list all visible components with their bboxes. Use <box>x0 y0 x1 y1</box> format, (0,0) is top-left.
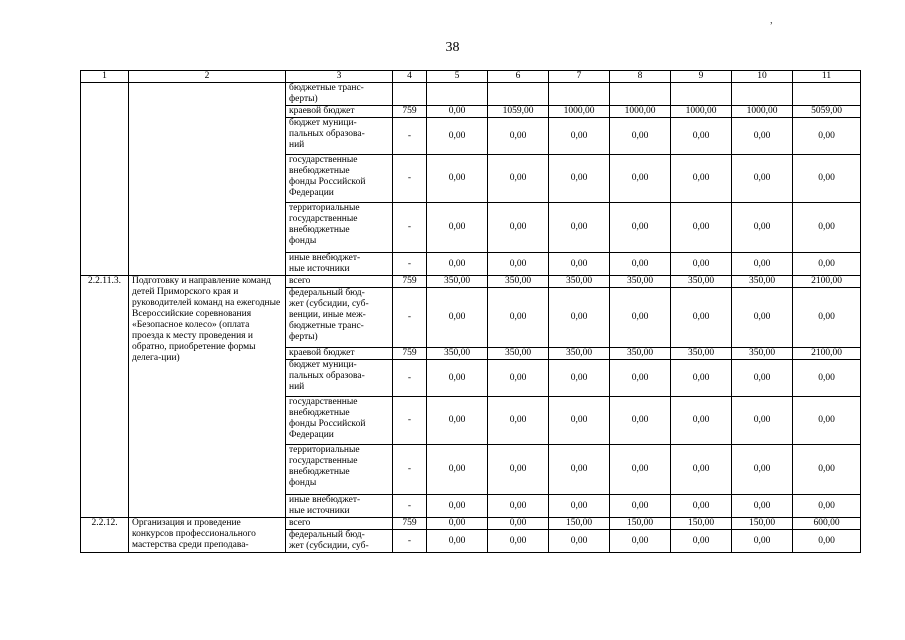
grbs-code: - <box>393 253 427 276</box>
amount-cell: 350,00 <box>610 276 671 288</box>
amount-cell: 350,00 <box>732 276 793 288</box>
amount-cell: 350,00 <box>549 276 610 288</box>
item-description <box>129 83 286 276</box>
funding-source: краевой бюджет <box>286 348 393 360</box>
amount-cell: 0,00 <box>549 530 610 553</box>
column-header: 8 <box>610 71 671 83</box>
grbs-code: - <box>393 288 427 348</box>
amount-cell: 350,00 <box>488 348 549 360</box>
amount-cell: 0,00 <box>427 495 488 518</box>
funding-source: государственные внебюджетные фонды Российской Федерации <box>286 397 393 445</box>
amount-cell: 5059,00 <box>793 106 861 118</box>
amount-cell <box>427 83 488 106</box>
page-number: 38 <box>445 40 460 55</box>
amount-cell: 0,00 <box>732 253 793 276</box>
amount-cell: 350,00 <box>671 348 732 360</box>
amount-cell: 0,00 <box>488 518 549 530</box>
amount-cell: 0,00 <box>488 530 549 553</box>
item-code: 2.2.12. <box>81 518 129 553</box>
amount-cell: 0,00 <box>427 445 488 495</box>
amount-cell: 0,00 <box>427 203 488 253</box>
budget-table <box>80 70 861 553</box>
amount-cell: 1059,00 <box>488 106 549 118</box>
amount-cell: 0,00 <box>427 106 488 118</box>
grbs-code: - <box>393 397 427 445</box>
amount-cell <box>671 83 732 106</box>
amount-cell: 0,00 <box>610 495 671 518</box>
amount-cell: 0,00 <box>549 397 610 445</box>
grbs-code: - <box>393 360 427 397</box>
grbs-code: - <box>393 445 427 495</box>
amount-cell: 0,00 <box>610 397 671 445</box>
column-header: 3 <box>286 71 393 83</box>
amount-cell: 0,00 <box>488 360 549 397</box>
item-description: Организация и проведение конкурсов профессионального мастерства среди преподава- <box>129 518 286 553</box>
amount-cell: 0,00 <box>427 253 488 276</box>
amount-cell <box>488 83 549 106</box>
amount-cell: 0,00 <box>793 495 861 518</box>
amount-cell: 0,00 <box>610 288 671 348</box>
amount-cell: 0,00 <box>610 530 671 553</box>
amount-cell: 0,00 <box>793 155 861 203</box>
amount-cell: 0,00 <box>671 118 732 155</box>
funding-source: бюджетные транс- ферты) <box>286 83 393 106</box>
amount-cell: 0,00 <box>549 445 610 495</box>
amount-cell: 0,00 <box>488 288 549 348</box>
amount-cell: 0,00 <box>793 118 861 155</box>
table-row <box>81 83 861 106</box>
column-header: 4 <box>393 71 427 83</box>
amount-cell <box>549 83 610 106</box>
grbs-code: 759 <box>393 276 427 288</box>
column-header: 6 <box>488 71 549 83</box>
amount-cell <box>732 83 793 106</box>
amount-cell: 0,00 <box>488 203 549 253</box>
item-description: Подготовку и направление команд детей Приморского края и руководителей команд на ежегодные Всероссийские соревнования «Безопасное колесо» (оплата проезда к месту проведения и обратно, приобретение формы делега-ции) <box>129 276 286 518</box>
amount-cell: 0,00 <box>671 155 732 203</box>
amount-cell: 0,00 <box>610 360 671 397</box>
amount-cell: 0,00 <box>671 360 732 397</box>
column-header: 7 <box>549 71 610 83</box>
amount-cell: 0,00 <box>549 203 610 253</box>
amount-cell: 0,00 <box>488 155 549 203</box>
funding-source: всего <box>286 518 393 530</box>
amount-cell: 0,00 <box>732 397 793 445</box>
amount-cell: 0,00 <box>732 118 793 155</box>
amount-cell: 0,00 <box>427 518 488 530</box>
amount-cell: 0,00 <box>549 495 610 518</box>
amount-cell: 0,00 <box>610 253 671 276</box>
amount-cell: 0,00 <box>793 397 861 445</box>
header-row <box>81 71 861 83</box>
amount-cell: 0,00 <box>427 118 488 155</box>
amount-cell: 0,00 <box>671 203 732 253</box>
column-header: 5 <box>427 71 488 83</box>
amount-cell: 0,00 <box>732 445 793 495</box>
amount-cell: 150,00 <box>671 518 732 530</box>
amount-cell: 0,00 <box>671 253 732 276</box>
grbs-code: - <box>393 155 427 203</box>
amount-cell: 0,00 <box>427 530 488 553</box>
funding-source: федеральный бюд- жет (субсидии, суб- <box>286 530 393 553</box>
amount-cell: 0,00 <box>671 530 732 553</box>
amount-cell: 600,00 <box>793 518 861 530</box>
amount-cell: 0,00 <box>610 445 671 495</box>
amount-cell: 0,00 <box>671 495 732 518</box>
funding-source: бюджет муници- пальных образова- ний <box>286 118 393 155</box>
grbs-code: 759 <box>393 348 427 360</box>
grbs-code: 759 <box>393 518 427 530</box>
funding-source: иные внебюджет- ные источники <box>286 495 393 518</box>
column-header: 11 <box>793 71 861 83</box>
amount-cell: 0,00 <box>488 445 549 495</box>
grbs-code <box>393 83 427 106</box>
amount-cell: 350,00 <box>671 276 732 288</box>
funding-source: территориальные государственные внебюджетные фонды <box>286 445 393 495</box>
amount-cell: 0,00 <box>671 445 732 495</box>
amount-cell: 0,00 <box>427 397 488 445</box>
amount-cell: 0,00 <box>732 495 793 518</box>
column-header: 9 <box>671 71 732 83</box>
amount-cell: 0,00 <box>732 530 793 553</box>
amount-cell: 0,00 <box>610 155 671 203</box>
amount-cell: 350,00 <box>549 348 610 360</box>
item-code <box>81 83 129 276</box>
amount-cell: 0,00 <box>549 253 610 276</box>
amount-cell: 0,00 <box>610 203 671 253</box>
amount-cell: 1000,00 <box>610 106 671 118</box>
corner-mark: , <box>770 14 773 26</box>
funding-source: краевой бюджет <box>286 106 393 118</box>
amount-cell: 350,00 <box>427 276 488 288</box>
amount-cell: 0,00 <box>793 530 861 553</box>
amount-cell: 0,00 <box>549 155 610 203</box>
amount-cell: 0,00 <box>610 118 671 155</box>
amount-cell: 0,00 <box>793 360 861 397</box>
amount-cell: 0,00 <box>488 118 549 155</box>
amount-cell: 0,00 <box>793 288 861 348</box>
table-row <box>81 518 861 530</box>
funding-source: федеральный бюд- жет (субсидии, суб- венции, иные меж- бюджетные транс- ферты) <box>286 288 393 348</box>
amount-cell: 150,00 <box>610 518 671 530</box>
amount-cell: 0,00 <box>549 360 610 397</box>
amount-cell: 0,00 <box>732 360 793 397</box>
funding-source: бюджет муници- пальных образова- ний <box>286 360 393 397</box>
amount-cell: 0,00 <box>549 288 610 348</box>
grbs-code: - <box>393 203 427 253</box>
amount-cell: 1000,00 <box>549 106 610 118</box>
amount-cell <box>610 83 671 106</box>
grbs-code: - <box>393 495 427 518</box>
amount-cell: 0,00 <box>732 155 793 203</box>
amount-cell: 350,00 <box>488 276 549 288</box>
amount-cell: 0,00 <box>793 445 861 495</box>
amount-cell: 0,00 <box>488 495 549 518</box>
amount-cell: 0,00 <box>488 397 549 445</box>
amount-cell: 0,00 <box>427 288 488 348</box>
amount-cell: 350,00 <box>427 348 488 360</box>
amount-cell: 350,00 <box>732 348 793 360</box>
amount-cell: 0,00 <box>671 397 732 445</box>
table-row <box>81 276 861 288</box>
amount-cell: 0,00 <box>671 288 732 348</box>
funding-source: территориальные государственные внебюджетные фонды <box>286 203 393 253</box>
amount-cell: 2100,00 <box>793 348 861 360</box>
funding-source: всего <box>286 276 393 288</box>
amount-cell: 0,00 <box>793 203 861 253</box>
amount-cell: 0,00 <box>427 360 488 397</box>
amount-cell: 0,00 <box>488 253 549 276</box>
column-header: 10 <box>732 71 793 83</box>
funding-source: иные внебюджет- ные источники <box>286 253 393 276</box>
amount-cell <box>793 83 861 106</box>
column-header: 2 <box>129 71 286 83</box>
grbs-code: - <box>393 530 427 553</box>
amount-cell: 0,00 <box>732 203 793 253</box>
amount-cell: 0,00 <box>427 155 488 203</box>
amount-cell: 350,00 <box>610 348 671 360</box>
amount-cell: 0,00 <box>732 288 793 348</box>
grbs-code: 759 <box>393 106 427 118</box>
grbs-code: - <box>393 118 427 155</box>
column-header: 1 <box>81 71 129 83</box>
amount-cell: 1000,00 <box>732 106 793 118</box>
amount-cell: 150,00 <box>549 518 610 530</box>
funding-source: государственные внебюджетные фонды Российской Федерации <box>286 155 393 203</box>
item-code: 2.2.11.3. <box>81 276 129 518</box>
amount-cell: 150,00 <box>732 518 793 530</box>
amount-cell: 2100,00 <box>793 276 861 288</box>
amount-cell: 1000,00 <box>671 106 732 118</box>
amount-cell: 0,00 <box>549 118 610 155</box>
amount-cell: 0,00 <box>793 253 861 276</box>
